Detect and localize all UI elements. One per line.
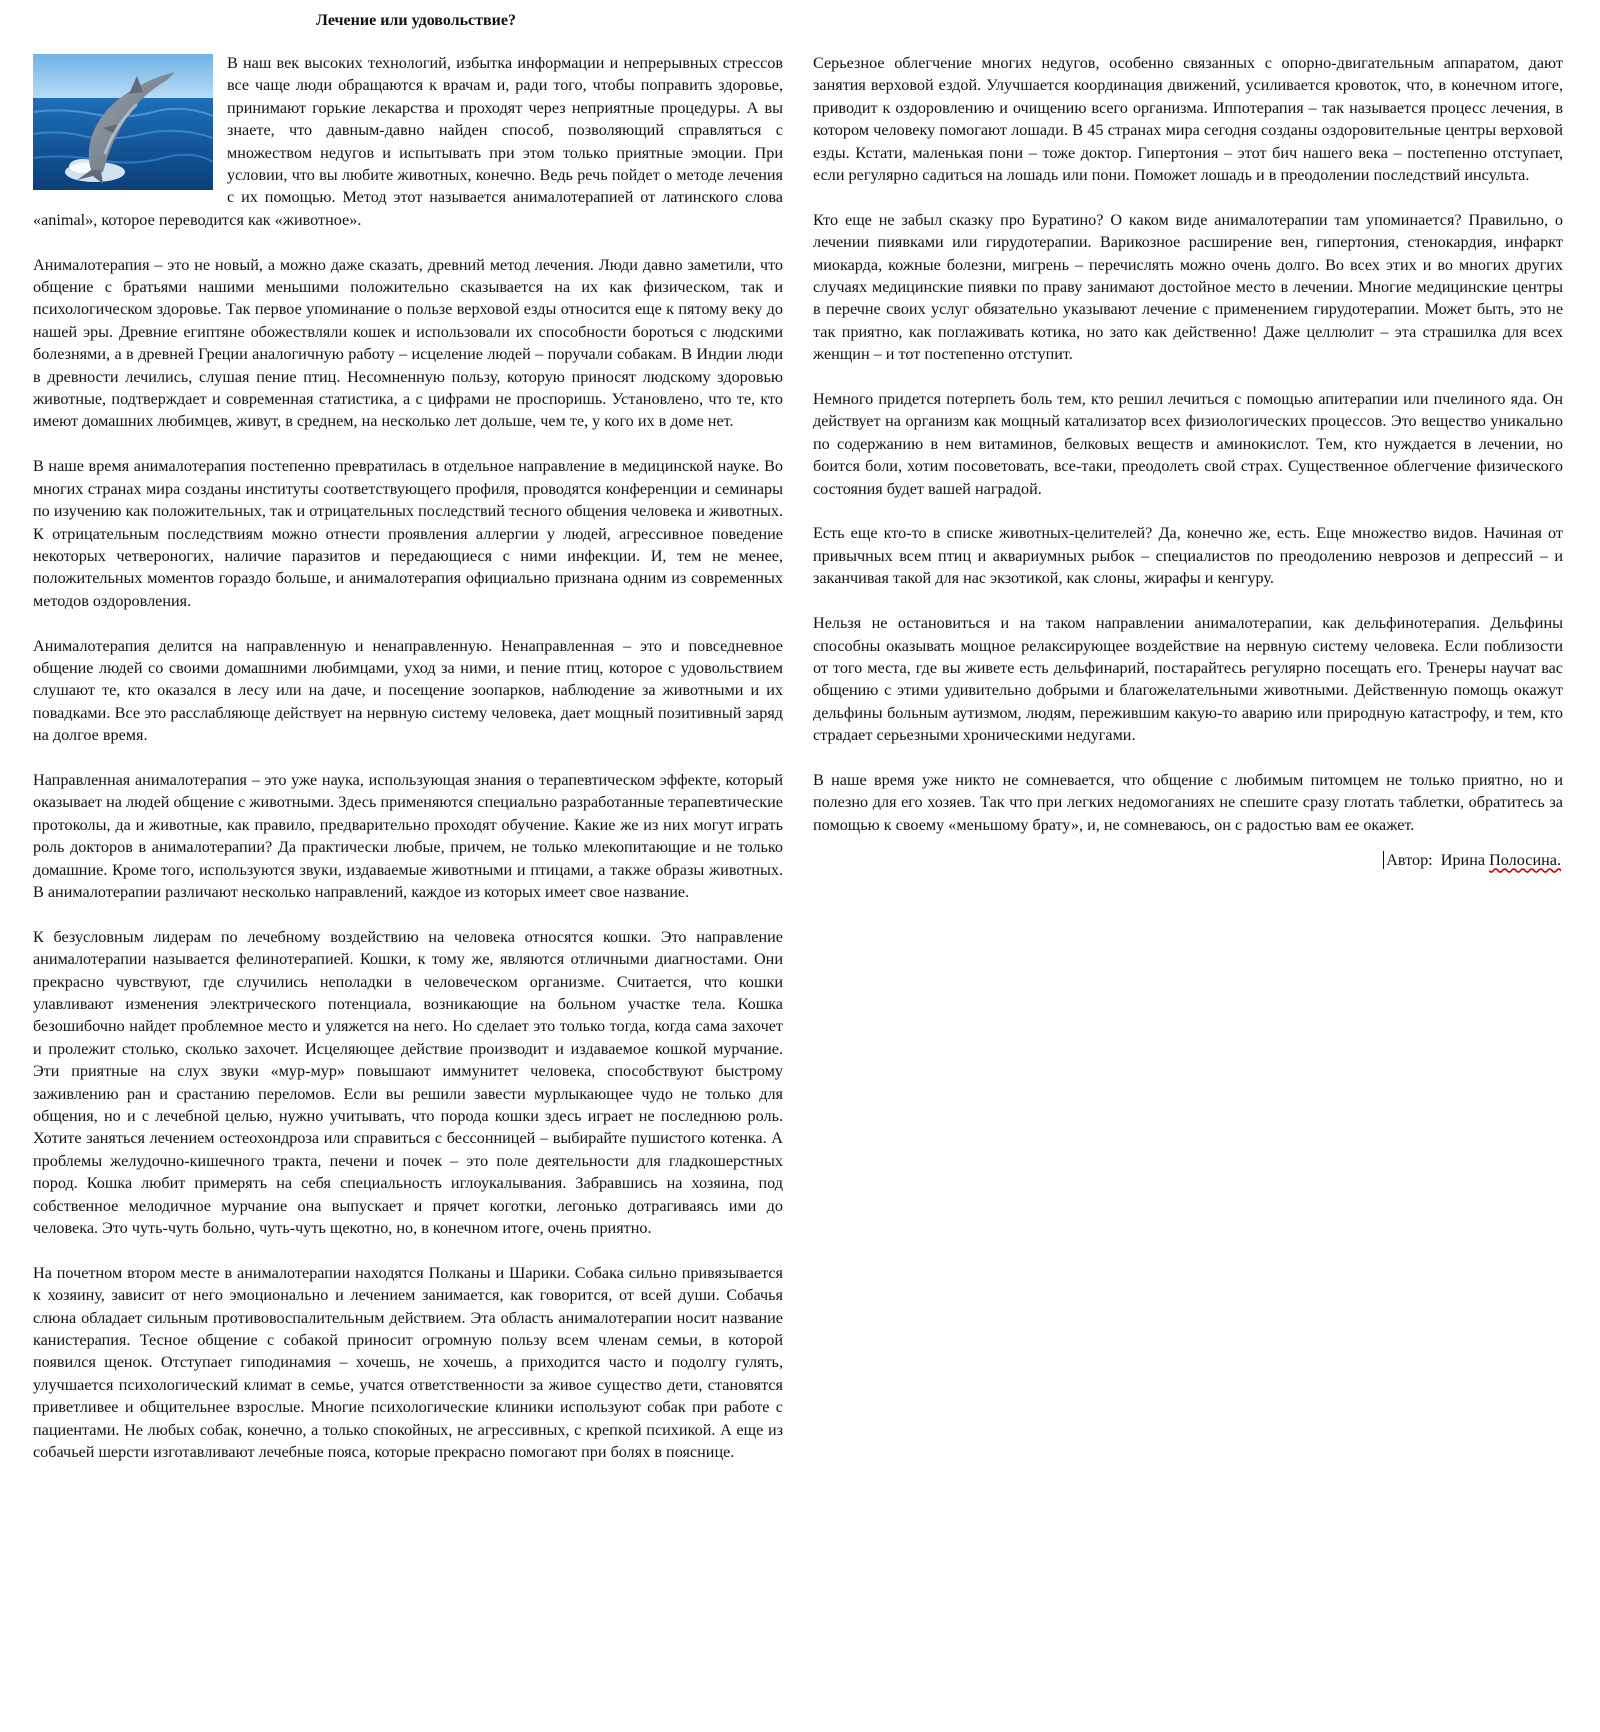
text-cursor: [1383, 851, 1384, 869]
dolphin-image: [33, 54, 213, 190]
paragraph: К безусловным лидерам по лечебному воздействию на человека относятся кошки. Это направление анималотерапии называется фелинотерапией. Кошки, к тому же, являются отличными диагностами. Они прекрасно чувствуют, где случились неполадки в человеческом организме. Считается, что кошки улавливают изменения электрического потенциала, возникающие на больном участке тела. Кошка безошибочно найдет проблемное место и уляжется на него. Но сделает это только тогда, когда сама захочет и пролежит столько, сколько захочет. Исцеляющее действие производит и издаваемое кошкой мурчание. Эти приятные на слух звуки «мур-мур» повышают иммунитет человека, способствуют быстрому заживлению ран и срастанию переломов. Если вы решили завести мурлыкающее чудо не только для общения, но и с лечебной целью, нужно учитывать, что порода кошки здесь играет не последнюю роль. Хотите заняться лечением остеохондроза или справиться с бессонницей – выбирайте пушистого котенка. А проблемы желудочно-кишечного тракта, печени и почек – это поле деятельности для гладкошерстных пород. Кошка любит примерять на себя специальность иглоукалывания. Забравшись на хозяина, под собственное мелодичное мурчание она выпускает и прячет коготки, легонько дотрагиваясь ими до человека. Это чуть-чуть больно, чуть-чуть щекотно, но, в конечном итоге, очень приятно.: [33, 927, 783, 1238]
paragraph: Есть еще кто-то в списке животных-целителей? Да, конечно же, есть. Еще множество видов. Начиная от привычных всем птиц и аквариумных рыбок – специалистов по преодолению неврозов и депрессий – и заканчивая такой для нас экзотикой, как слоны, жирафы и кенгуру.: [813, 524, 1563, 588]
paragraph: В наш век высоких технологий, избытка информации и непрерывных стрессов все чаще люди обращаются к врачам и, ради того, чтобы поправить здоровье, принимают горькие лекарства и проходят через неприятные процедуры. А вы знаете, что давным-давно найден способ, позволяющий справляться с множеством недугов и испытывать при этом только приятные эмоции. При условии, что вы любите животных, конечно. Ведь речь пойдет о методе лечения с их помощью. Метод этот называется анималотерапией от латинского слова «animal», которое переводится как «животное».: [33, 54, 783, 229]
left-column: [33, 52, 783, 1486]
dolphin-photo: [33, 54, 213, 190]
author-first-name: Ирина: [1440, 850, 1486, 869]
paragraph: Кто еще не забыл сказку про Буратино? О каком виде анималотерапии там упоминается? Правильно, о лечении пиявками или гирудотерапии. Варикозное расширение вен, гипертония, стенокардия, инфаркт миокарда, кожные болезни, мигрень – перечислять можно очень долго. Во всех этих и во многих других случаях медицинские пиявки по праву занимают достойное место в лечении. Многие медицинские центры в перечне своих услуг обязательно указывают лечение с применением гирудотерапии. Может быть, это не так приятно, как поглаживать котика, но зато как действенно! Даже целлюлит – эта страшилка для всех женщин – и тот постепенно отступит.: [813, 210, 1563, 364]
author-surname: Полосина.: [1489, 850, 1561, 869]
author-label: Автор:: [1386, 850, 1433, 869]
paragraph: Направленная анималотерапия – это уже наука, использующая знания о терапевтическом эффекте, который оказывает на людей общение с животными. Здесь применяются специально разработанные терапевтические протоколы, да и животные, как правило, предварительно проходят обучение. Какие же из них могут играть роль докторов в анималотерапии? Да практически любые, причем, не только млекопитающие и не только домашние. Кроме того, используются звуки, издаваемые животными и птицами, а также образы животных. В анималотерапии различают несколько направлений, каждое из которых имеет свое название.: [33, 770, 783, 901]
paragraph: Немного придется потерпеть боль тем, кто решил лечиться с помощью апитерапии или пчелиного яда. Он действует на организм как мощный катализатор всех физиологических процессов. Это вещество уникально по содержанию в нем витаминов, белковых веществ и аминокислот. Тем, кто нуждается в лечении, но боится боли, хотим посоветовать, все-таки, преодолеть свой страх. Существенное облегчение физического состояния будет вашей наградой.: [813, 390, 1563, 498]
paragraph: Анималотерапия – это не новый, а можно даже сказать, древний метод лечения. Люди давно заметили, что общение с братьями нашими меньшими положительно сказывается на их как физическом, так и психологическом здоровье. Так первое упоминание о пользе верховой езды относится еще к пятому веку до нашей эры. Древние египтяне обожествляли кошек и использовали их способности бороться с людскими болезнями, а в древней Греции аналогичную работу – исцеление людей – поручали собакам. В Индии люди в древности лечились, слушая пение птиц. Несомненную пользу, которую приносят людскому здоровью животные, подтверждает и современная статистика, а с цифрами не проспоришь. Установлено, что те, кто имеют домашних любимцев, живут, в среднем, на несколько лет дольше, чем те, у кого их в доме нет.: [33, 255, 783, 431]
right-column: [813, 52, 1563, 871]
paragraph: Анималотерапия делится на направленную и ненаправленную. Ненаправленная – это и повседневное общение людей со своими домашними любимцами, уход за ними, и пение птиц, которое с удовольствием слушают те, кто оказался в лесу или на даче, и посещение зоопарков, наблюдение за животными и их повадками. Все это расслабляюще действует на нервную систему человека, дает мощный позитивный заряд на долгое время.: [33, 636, 783, 745]
author-line: [813, 849, 1563, 871]
paragraph: Нельзя не остановиться и на таком направлении анималотерапии, как дельфинотерапия. Дельфины способны оказывать мощное релаксирующее воздействие на нервную систему человека. Если поблизости от того места, где вы живете есть дельфинарий, постарайтесь регулярно посещать его. Тренеры научат вас общению с этими удивительно добрыми и благожелательными животными. Действенную помощь окажут дельфины больным аутизмом, людям, пережившим какую-то аварию или природную катастрофу, и тем, кто страдает серьезными хроническими недугами.: [813, 614, 1563, 745]
paragraph: В наше время анималотерапия постепенно превратилась в отдельное направление в медицинской науке. Во многих странах мира созданы институты соответствующего профиля, проводятся конференции и семинары по изучению как положительных, так и отрицательных последствий тесного общения человека и животных. К отрицательным последствиям можно отнести проявления аллергии у людей, агрессивное поведение некоторых четвероногих, наличие паразитов и передающиеся с ними инфекции. И, тем не менее, положительных моментов гораздо больше, и анималотерапия официально признана одним из современных методов оздоровления.: [33, 457, 783, 610]
paragraph: Серьезное облегчение многих недугов, особенно связанных с опорно-двигательным аппаратом, дают занятия верховой ездой. Улучшается координация движений, усиливается кровоток, что, в конечном итоге, приводит к оздоровлению и очищению всего организма. Иппотерапия – так называется процесс лечения, в котором человеку помогают лошади. В 45 странах мира сегодня созданы оздоровительные центры верховой езды. Кстати, маленькая пони – тоже доктор. Гипертония – этот бич нашего века – постепенно отступает, если регулярно садиться на лошадь или пони. Поможет лошадь и в преодолении последствий инсульта.: [813, 54, 1563, 185]
paragraph: На почетном втором месте в анималотерапии находятся Полканы и Шарики. Собака сильно привязывается к хозяину, зависит от него эмоционально и лечением занимается, как говорится, от всей души. Собачья слюна обладает сильным противовоспалительным действием. Эта область анималотерапии носит название канистерапия. Тесное общение с собакой приносит огромную пользу всем членам семьи, в которой появился щенок. Отступает гиподинамия – хочешь, не хочешь, а приходится часто и подолгу гулять, улучшается психологический климат в семье, учатся ответственности за живое существо дети, становятся приветливее и общительнее взрослые. Многие психологические клиники используют собак при работе с пациентами. Не любых собак, конечно, а только спокойных, не агрессивных, с крепкой психикой. А еще из собачьей шерсти изготавливают лечебные пояса, которые прекрасно помогают при болях в пояснице.: [33, 1263, 783, 1462]
article-title: Лечение или удовольствие?: [316, 12, 516, 29]
paragraph: В наше время уже никто не сомневается, что общение с любимым питомцем не только приятно, но и полезно для его хозяев. Так что при легких недомоганиях не спешите сразу глотать таблетки, обратитесь за помощью к своему «меньшому брату», и, не сомневаюсь, он с радостью вам ее окажет.: [813, 770, 1563, 834]
